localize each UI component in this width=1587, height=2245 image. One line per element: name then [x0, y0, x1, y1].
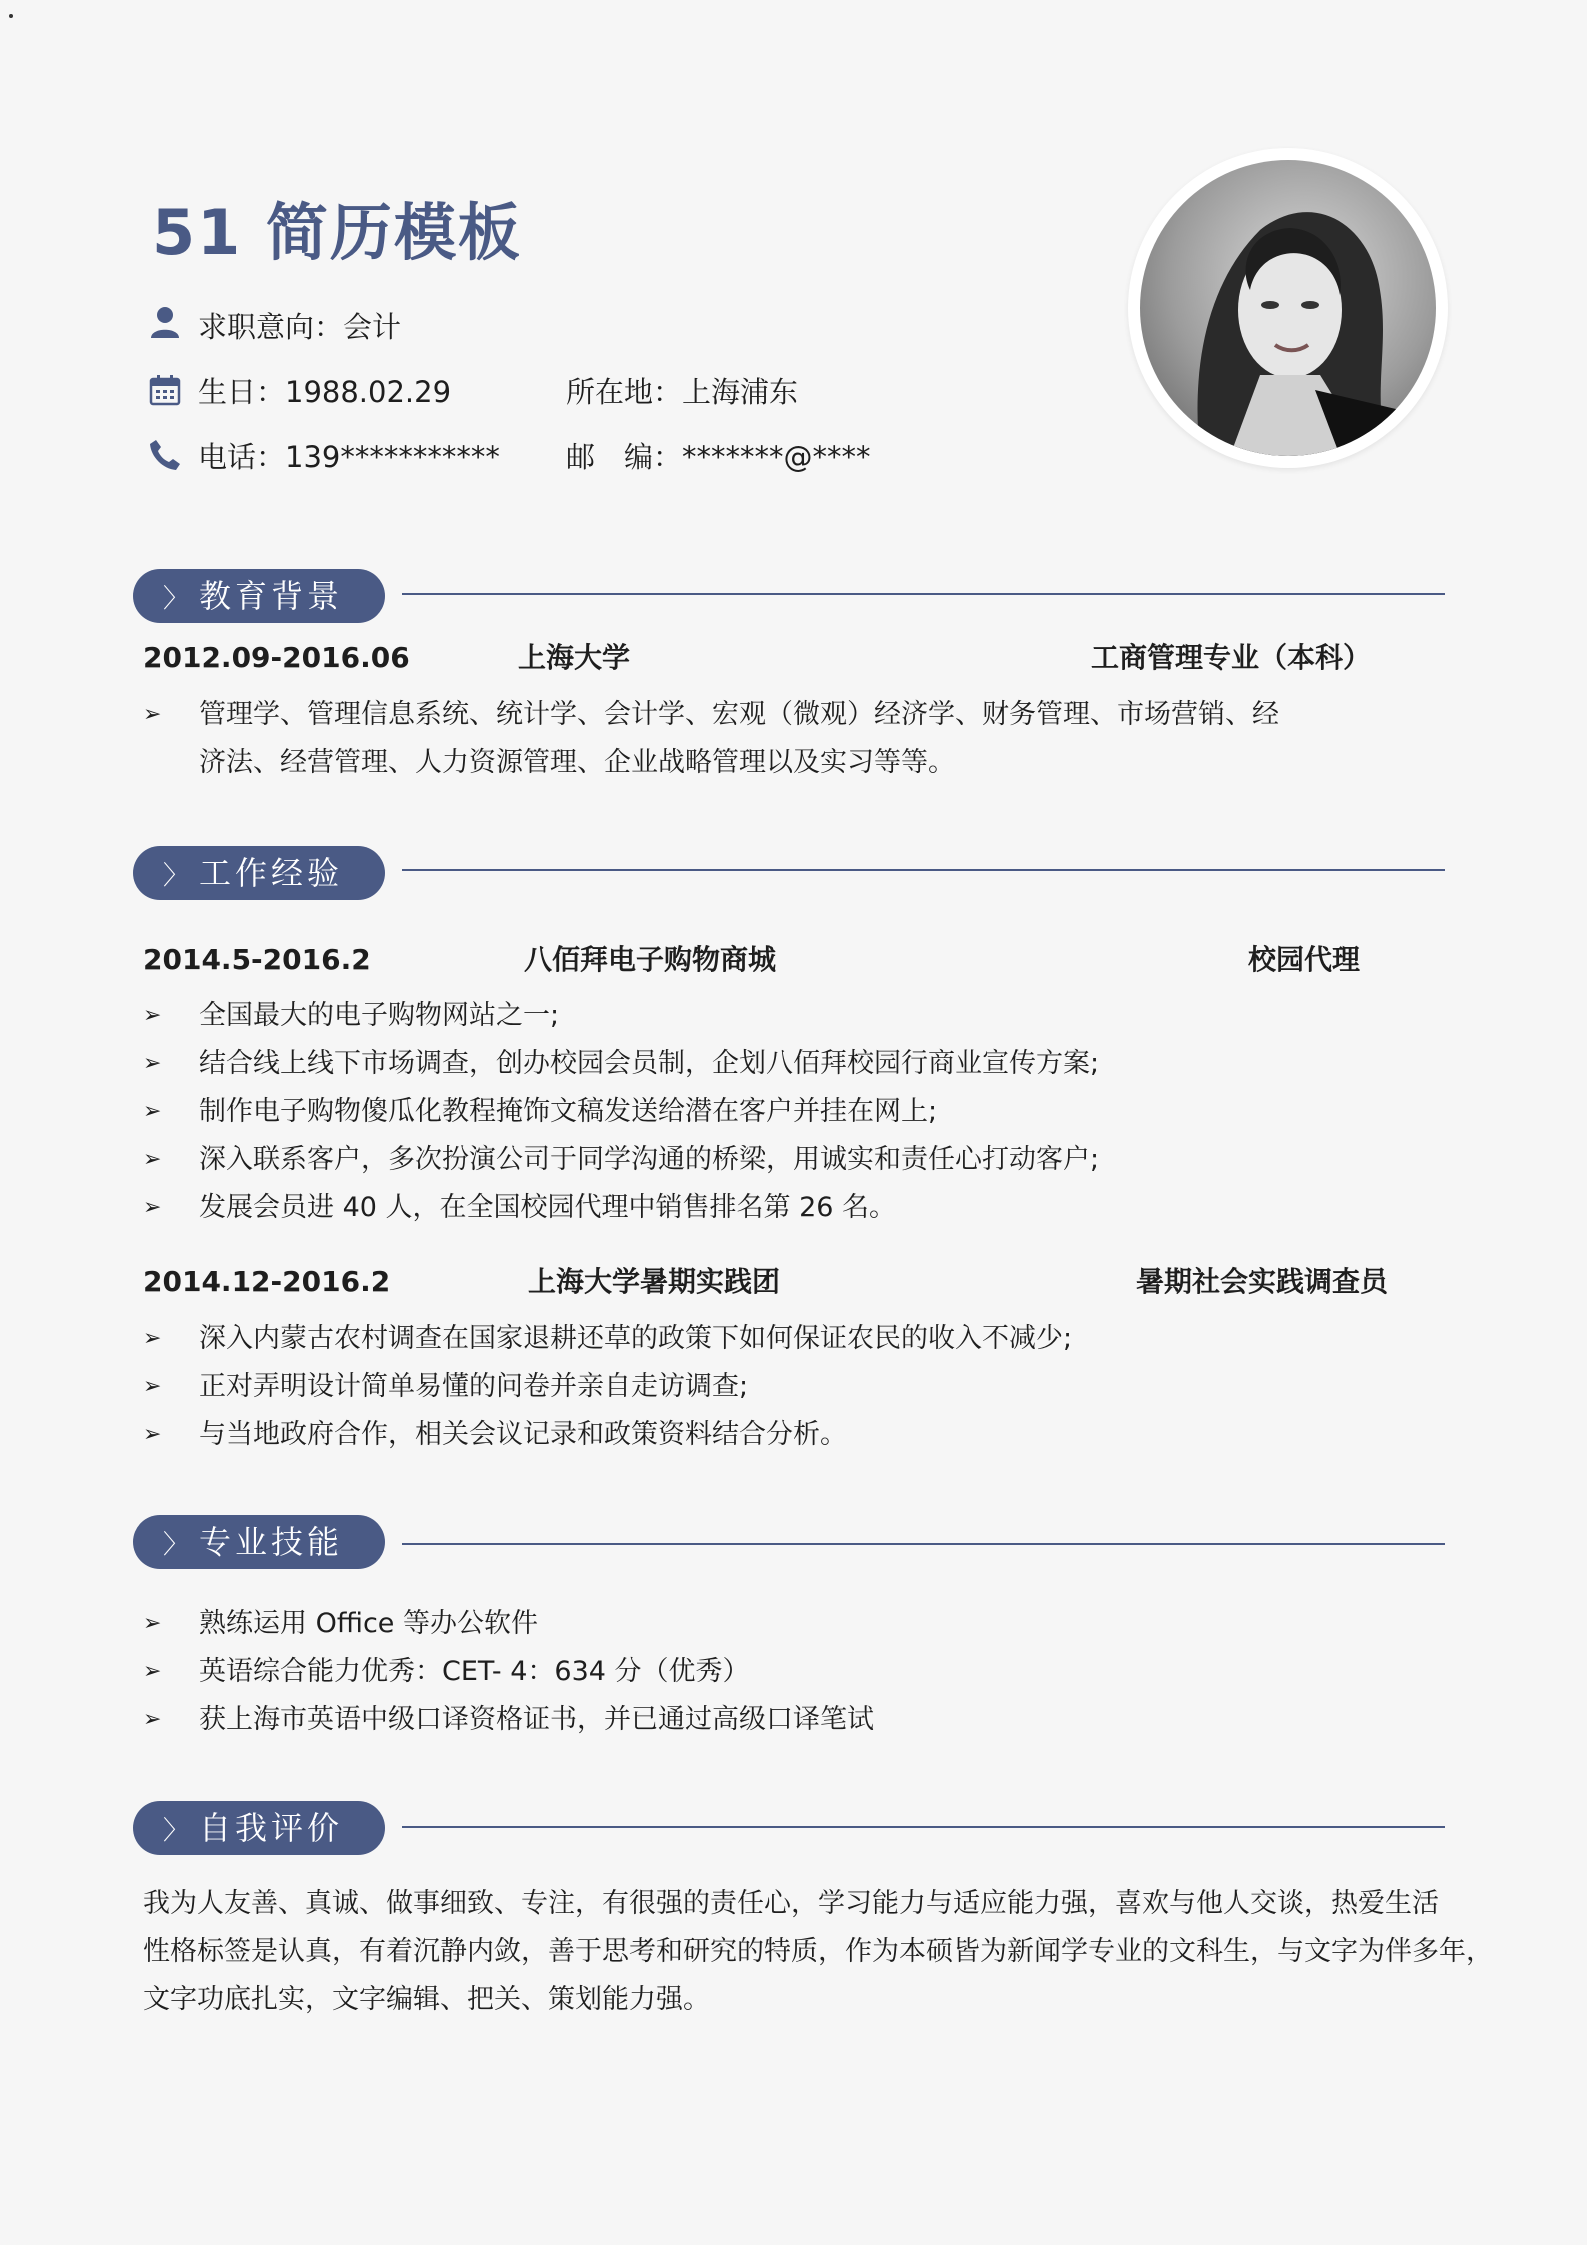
- list-item: ➢ 获上海市英语中级口译资格证书，并已通过高级口译笔试: [143, 1696, 874, 1744]
- work-entry: [143, 940, 1443, 980]
- profile-photo-frame: [1128, 148, 1448, 468]
- arrow-bullet-icon: ➢: [143, 1099, 162, 1124]
- education-courses: [143, 691, 1279, 787]
- education-heading: 〉 教育背景: [133, 569, 385, 623]
- chevron-right-icon: 〉: [163, 1530, 190, 1560]
- list-item: ➢ 正对弄明设计简单易懂的问卷并亲自走访调查;: [143, 1363, 1072, 1411]
- chevron-right-icon: 〉: [163, 1816, 190, 1846]
- arrow-bullet-icon: ➢: [143, 1195, 162, 1220]
- job-intention: 求职意向：会计: [198, 310, 402, 344]
- phone: 电话：139***********: [198, 440, 500, 474]
- list-item: ➢ 熟练运用 Office 等办公软件: [143, 1600, 874, 1648]
- resume-title: 51 简历模板: [152, 196, 522, 269]
- section-divider: [402, 593, 1445, 595]
- postcode: 邮 编：*******@****: [566, 440, 871, 474]
- corner-dot: [9, 14, 13, 18]
- chevron-right-icon: 〉: [163, 584, 190, 614]
- list-item: ➢ 英语综合能力优秀：CET- 4：634 分（优秀）: [143, 1648, 874, 1696]
- paragraph-line: 性格标签是认真，有着沉静内敛，善于思考和研究的特质，作为本硕皆为新闻学专业的文科生，与文字为伴多年，: [143, 1936, 1493, 1967]
- work-entry: [143, 1262, 1443, 1302]
- arrow-bullet-icon: ➢: [143, 1422, 162, 1447]
- section-divider: [402, 869, 1445, 871]
- profile-photo: [1140, 160, 1436, 456]
- arrow-bullet-icon: ➢: [143, 1611, 162, 1636]
- education-entry: [143, 638, 1443, 678]
- phone-icon: [148, 438, 182, 472]
- work-heading: 〉 工作经验: [133, 846, 385, 900]
- arrow-bullet-icon: ➢: [143, 1326, 162, 1351]
- list-item: 济法、经营管理、人力资源管理、企业战略管理以及实习等等。: [199, 747, 955, 778]
- education-period: 2012.09-2016.06: [143, 641, 410, 674]
- section-divider: [402, 1826, 1445, 1828]
- calendar-icon: [148, 373, 182, 407]
- arrow-bullet-icon: ➢: [143, 702, 162, 727]
- list-item: ➢ 制作电子购物傻瓜化教程掩饰文稿发送给潜在客户并挂在网上;: [143, 1088, 1099, 1136]
- work-org: 八佰拜电子购物商城: [524, 943, 777, 976]
- list-item: ➢ 发展会员进 40 人，在全国校园代理中销售排名第 26 名。: [143, 1184, 1099, 1232]
- skills-bullets: [143, 1600, 874, 1744]
- arrow-bullet-icon: ➢: [143, 1003, 162, 1028]
- chevron-right-icon: 〉: [163, 861, 190, 891]
- list-item: ➢ 全国最大的电子购物网站之一;: [143, 992, 1099, 1040]
- work-role: 暑期社会实践调查员: [1136, 1265, 1389, 1298]
- paragraph-line: 我为人友善、真诚、做事细致、专注，有很强的责任心，学习能力与适应能力强，喜欢与他人交谈，热爱生活: [143, 1888, 1439, 1919]
- list-item: ➢ 与当地政府合作，相关会议记录和政策资料结合分析。: [143, 1411, 1072, 1459]
- self-evaluation-heading: 〉 自我评价: [133, 1801, 385, 1855]
- self-evaluation-text: [143, 1880, 1493, 2024]
- arrow-bullet-icon: ➢: [143, 1707, 162, 1732]
- work-org: 上海大学暑期实践团: [528, 1265, 781, 1298]
- work-period: 2014.5-2016.2: [143, 943, 371, 976]
- arrow-bullet-icon: ➢: [143, 1147, 162, 1172]
- work-bullets: [143, 1315, 1072, 1459]
- school-name: 上海大学: [518, 641, 631, 674]
- list-item: ➢ 结合线上线下市场调查，创办校园会员制，企划八佰拜校园行商业宣传方案;: [143, 1040, 1099, 1088]
- list-item: ➢ 深入内蒙古农村调查在国家退耕还草的政策下如何保证农民的收入不减少;: [143, 1315, 1072, 1363]
- list-item: ➢ 深入联系客户，多次扮演公司于同学沟通的桥梁，用诚实和责任心打动客户;: [143, 1136, 1099, 1184]
- section-divider: [402, 1543, 1445, 1545]
- work-period: 2014.12-2016.2: [143, 1265, 391, 1298]
- arrow-bullet-icon: ➢: [143, 1374, 162, 1399]
- list-item: ➢ 管理学、管理信息系统、统计学、会计学、宏观（微观）经济学、财务管理、市场营销、经: [143, 691, 1279, 739]
- skills-heading: 〉 专业技能: [133, 1515, 385, 1569]
- arrow-bullet-icon: ➢: [143, 1051, 162, 1076]
- paragraph-line: 文字功底扎实，文字编辑、把关、策划能力强。: [143, 1984, 710, 2015]
- birthday: 生日：1988.02.29: [198, 375, 452, 409]
- major: 工商管理专业（本科）: [1091, 641, 1372, 674]
- location: 所在地：上海浦东: [566, 375, 799, 409]
- work-role: 校园代理: [1248, 943, 1361, 976]
- person-icon: [148, 305, 182, 339]
- arrow-bullet-icon: ➢: [143, 1659, 162, 1684]
- work-bullets: [143, 992, 1099, 1232]
